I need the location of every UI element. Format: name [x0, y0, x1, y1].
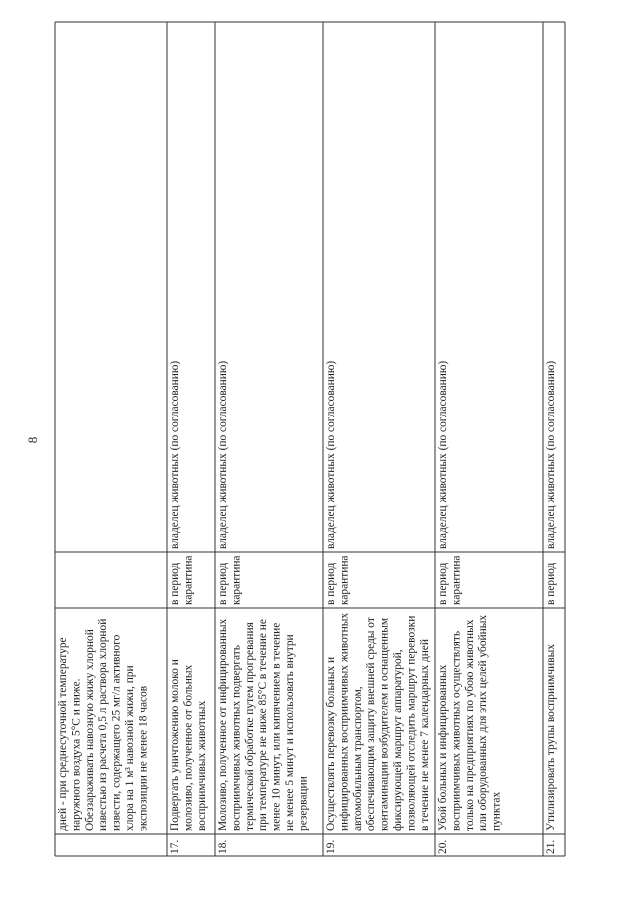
- rotated-page-content: [25, 10, 580, 870]
- table-row-2-action: Подвергать уничтожению молоко имолозиво, полученное от больныхвосприимчивых животных: [169, 659, 208, 831]
- table-row-6-period: в период: [545, 562, 557, 605]
- table-row-4-period: в периодкарантина: [325, 555, 351, 605]
- table-row-4-action: Осуществлять перевозку больных иинфицированных восприимчивых животныхавтомобильным транспортом,обеспечивающим защиту внешней среды отконтаминации возбудителем и оснащеннымфиксирующей маршрут аппаратурой,позволяющей отследить маршрут перевозкив течение не менее 7 календарных дней: [325, 612, 431, 831]
- table-row-3-period: в периодкарантина: [217, 555, 243, 605]
- table-row-3-action: Молозиво, полученное от инфицированныхвосприимчивых животных подвергатьтермической обработке путем прогреванияпри температуре не ниже 85°С в течение неменее 10 минут, или кипячением в течениене менее 5 минут и использовать внутрирезервации: [217, 618, 310, 831]
- table-row-3-number: 18.: [217, 839, 229, 854]
- table-row-5-action: Убой больных и инфицированныхвосприимчивых животных осуществлятьтолько на предприятиях по убою животныхили оборудованных для этих целей убойныхпунктах: [437, 614, 503, 831]
- table-row-4-number: 19.: [325, 839, 337, 854]
- table-row-5-number: 20.: [437, 839, 449, 854]
- table-row-6-responsible: владелец животных (по согласованию): [545, 360, 557, 549]
- table-row-6-action: Утилизировать трупы восприимчивых: [545, 644, 557, 831]
- page-number: 8: [25, 436, 40, 444]
- table-row-4-responsible: владелец животных (по согласованию): [325, 360, 337, 549]
- table-row-2-period: в периодкарантина: [169, 555, 195, 605]
- table-row-5-responsible: владелец животных (по согласованию): [437, 360, 449, 549]
- measures-table: [55, 10, 580, 870]
- table-row-6-number: 21.: [545, 839, 557, 854]
- table-row-2-responsible: владелец животных (по согласованию): [169, 360, 181, 549]
- table-row-1-action: дней - при среднесуточной температуренаружного воздуха 5°С и ниже.Обеззараживать навозную жижу хлорнойизвестью из расчета 0,5 л раствора хлорнойизвести, содержащего 25 мг/л активногохлора на 1 м³ навозной жижи, приэкспозиции не менее 18 часов: [57, 618, 150, 831]
- table-row-5-period: в периодкарантина: [437, 555, 463, 605]
- table-row-3-responsible: владелец животных (по согласованию): [217, 360, 229, 549]
- table-row-2-number: 17.: [169, 839, 181, 854]
